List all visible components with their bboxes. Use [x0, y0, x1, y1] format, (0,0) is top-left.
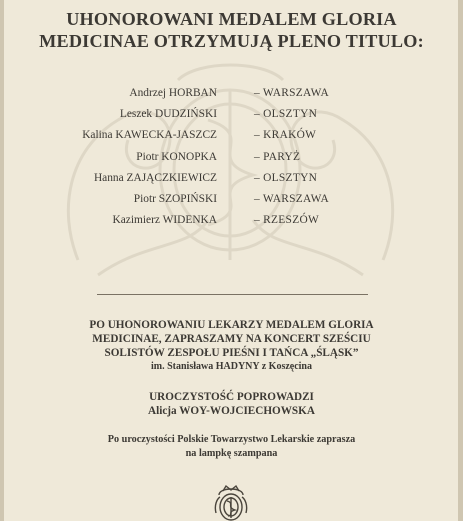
- concert-line-3: SOLISTÓW ZESPOŁU PIEŚNI I TAŃCA „ŚLĄSK”: [104, 347, 359, 359]
- honoree-name: Leszek DUDZIŃSKI: [119, 108, 217, 121]
- honoree-row: [0, 129, 463, 150]
- society-emblem-icon: [214, 483, 248, 521]
- honoree-city: – KRAKÓW: [254, 129, 317, 142]
- honoree-row: [0, 151, 463, 172]
- title-line-2: MEDICINAE OTRZYMUJĄ PLENO TITULO:: [39, 31, 424, 51]
- honoree-name: Hanna ZAJĄCZKIEWICZ: [93, 171, 217, 184]
- honoree-city: – RZESZÓW: [254, 214, 320, 227]
- honoree-city: – WARSZAWA: [254, 192, 329, 205]
- host-line-1: UROCZYSTOŚĆ POPROWADZI: [149, 391, 314, 403]
- honoree-city: – OLSZTYN: [254, 171, 318, 184]
- page-title: [0, 8, 463, 52]
- section-divider: [97, 294, 368, 295]
- concert-announcement: [0, 318, 463, 374]
- concert-line-2: MEDICINAE, ZAPRASZAMY NA KONCERT SZEŚCIU: [92, 333, 371, 345]
- honoree-name: Piotr SZOPIŃSKI: [133, 192, 217, 205]
- honoree-row: [0, 87, 463, 108]
- honoree-row: [0, 108, 463, 129]
- honoree-row: [0, 172, 463, 193]
- honoree-name: Kazimierz WIDENKA: [112, 214, 217, 227]
- title-line-1: UHONOROWANI MEDALEM GLORIA: [66, 9, 397, 29]
- honoree-name: Kalina KAWECKA-JASZCZ: [82, 129, 217, 142]
- honorees-list: [0, 87, 463, 235]
- concert-line-4: im. Stanisława HADYNY z Koszęcina: [150, 361, 312, 372]
- honoree-city: – OLSZTYN: [254, 108, 318, 121]
- concert-line-1: PO UHONOROWANIU LEKARZY MEDALEM GLORIA: [89, 319, 374, 331]
- honoree-row: [0, 193, 463, 214]
- honoree-row: [0, 214, 463, 235]
- honoree-name: Andrzej HORBAN: [129, 87, 217, 99]
- reception-invitation: [0, 433, 463, 462]
- host-announcement: [0, 390, 463, 418]
- invite-line-2: na lampkę szampana: [185, 448, 278, 460]
- honoree-name: Piotr KONOPKA: [136, 150, 217, 163]
- host-name: Alicja WOY-WOJCIECHOWSKA: [148, 405, 315, 417]
- honoree-city: – PARYŻ: [254, 150, 301, 163]
- invite-line-1: Po uroczystości Polskie Towarzystwo Lekarskie zaprasza: [107, 434, 356, 445]
- honoree-city: – WARSZAWA: [254, 87, 329, 99]
